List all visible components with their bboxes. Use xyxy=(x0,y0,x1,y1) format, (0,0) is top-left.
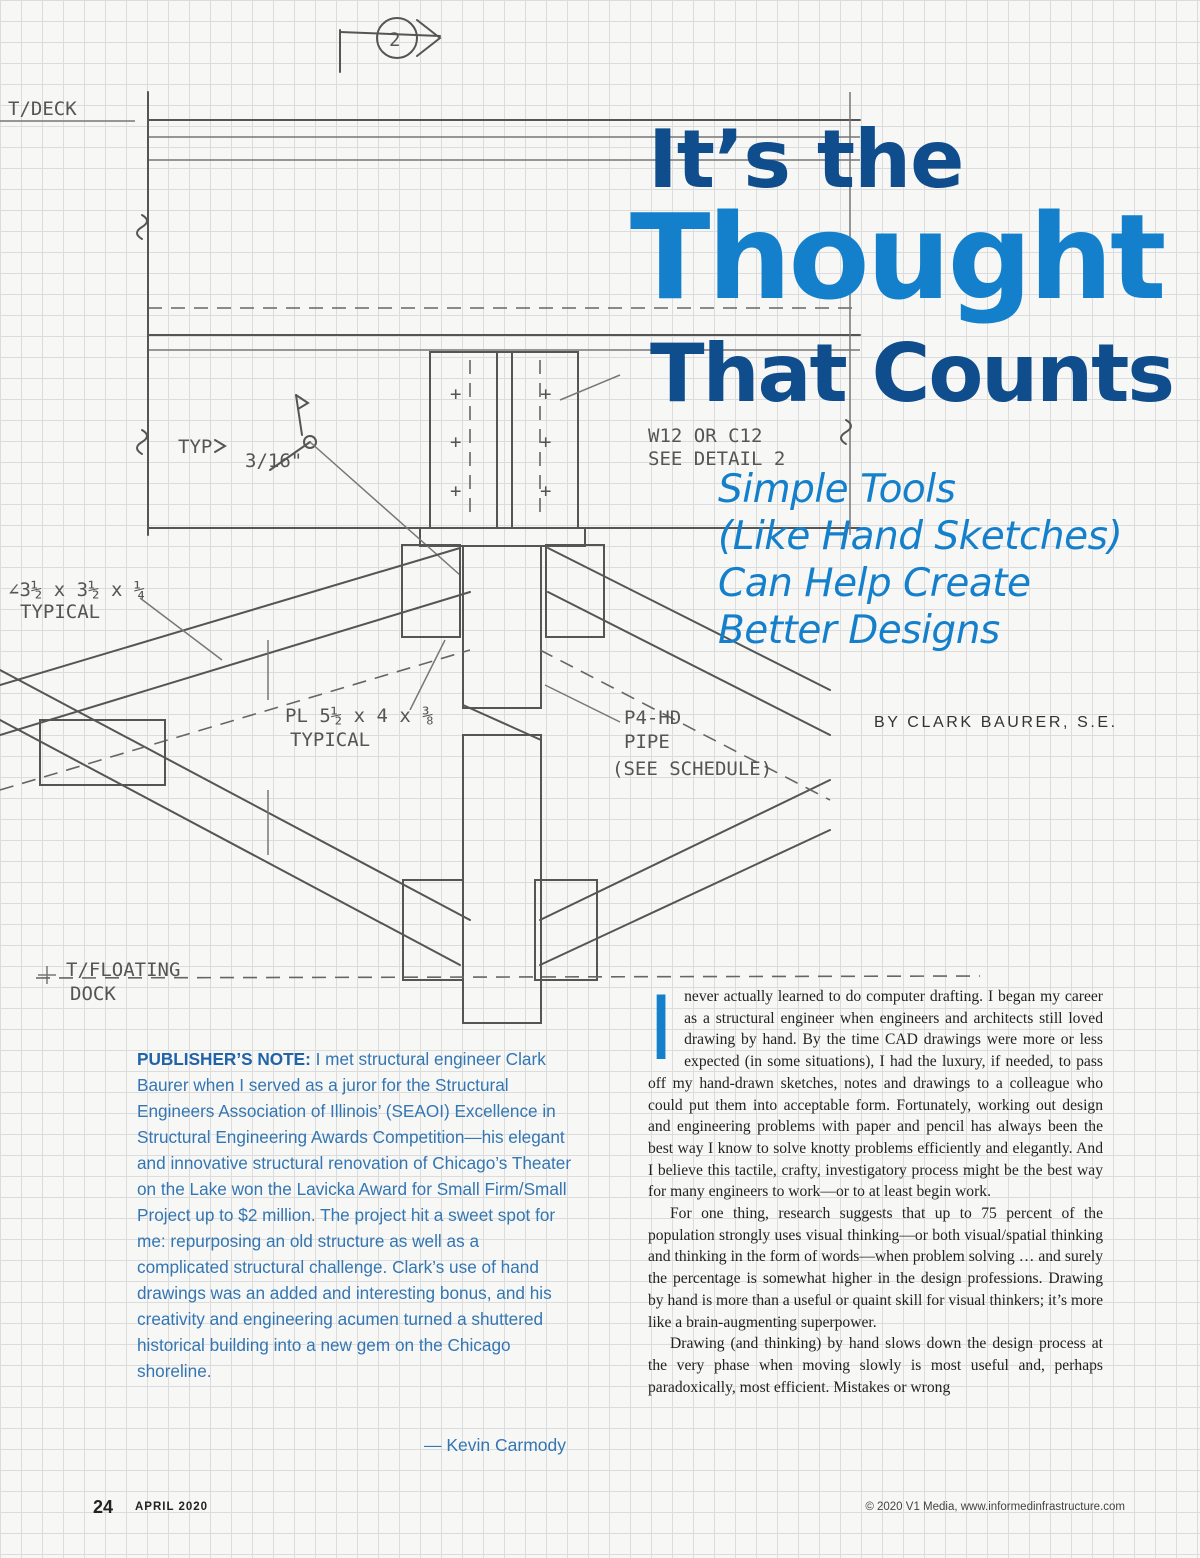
label-see-detail: SEE DETAIL 2 xyxy=(648,448,786,470)
headline-line-3: That Counts xyxy=(650,327,1174,420)
publishers-note-signature: — Kevin Carmody xyxy=(424,1435,566,1455)
label-w12: W12 OR C12 xyxy=(648,425,763,447)
detail-marker-number: 2 xyxy=(389,29,401,51)
column-section xyxy=(420,352,585,1023)
label-angle: ∠3½ x 3½ x ¼ xyxy=(8,579,146,601)
svg-text:+: + xyxy=(540,383,552,405)
label-t-floating: T/FLOATING xyxy=(66,959,181,981)
article-paragraph-1-text: never actually learned to do computer drafting. I began my career as a structural engineer when engineers and architects still loved drawing by hand. By the time CAD drawings were more or less expected (in some situations), I had the luxury, if needed, to pass off my hand-drawn sketches, notes and drawings to a colleague who could put them into acceptable form. Fortunately, working out design and engineering problems with paper and pencil has always been the best way I know to solve knotty problems efficiently and elegantly. And I believe this tactile, crafty, investigatory process might be the best way for many engineers to work—or to at least begin work. xyxy=(648,988,1103,1201)
label-typ: TYP xyxy=(178,436,213,458)
label-weld-size: 3/16" xyxy=(245,450,303,472)
article-paragraph-3: Drawing (and thinking) by hand slows down the design process at the very phase when moving slowly is most useful and, perhaps paradoxically, most efficient. Mistakes or wrong xyxy=(648,1335,1103,1396)
article-paragraph-1 xyxy=(648,974,1103,1203)
svg-text:+: + xyxy=(450,480,462,502)
headline-line-1: It’s the xyxy=(648,113,964,206)
subtitle-line-3: Can Help Create xyxy=(718,561,1031,606)
byline: BY CLARK BAURER, S.E. xyxy=(874,714,1118,731)
publishers-note-label: PUBLISHER’S NOTE: xyxy=(137,1049,311,1069)
subtitle-line-1: Simple Tools xyxy=(718,467,956,512)
label-plate: PL 5½ x 4 x ⅜ xyxy=(285,705,434,727)
label-plate-typical: TYPICAL xyxy=(290,729,371,751)
svg-text:+: + xyxy=(450,431,462,453)
label-pipe-2: PIPE xyxy=(624,731,670,753)
svg-text:+: + xyxy=(450,383,462,405)
drop-cap: I xyxy=(648,974,675,1079)
copyright-notice: © 2020 V1 Media, www.informedinfrastructure.com xyxy=(865,1501,1125,1513)
subtitle-line-4: Better Designs xyxy=(718,608,1000,653)
subtitle xyxy=(718,466,1188,654)
label-angle-typical: TYPICAL xyxy=(20,601,101,623)
svg-text:+: + xyxy=(540,480,552,502)
publishers-note xyxy=(137,1046,573,1384)
subtitle-line-2: (Like Hand Sketches) xyxy=(718,514,1123,559)
article-body xyxy=(648,974,1103,1398)
detail-marker xyxy=(340,18,440,72)
label-dock: DOCK xyxy=(70,983,116,1005)
label-pipe-1: P4-HD xyxy=(624,707,682,729)
svg-text:+: + xyxy=(540,431,552,453)
headline-line-2: Thought xyxy=(630,188,1164,326)
article-paragraph-2: For one thing, research suggests that up to 75 percent of the population strongly uses visual thinking—or both visual/spatial thinking and thinking in the form of words—when problem solving … and surely the percentage is somewhat higher in the design professions. Drawing by hand is more than a useful or quaint skill for visual thinkers; it’s more like a brain-augmenting superpower. xyxy=(648,1205,1103,1331)
issue-date: APRIL 2020 xyxy=(135,1501,209,1513)
bracing-labels xyxy=(8,579,772,780)
page-number: 24 xyxy=(93,1497,114,1517)
label-pipe-3: (SEE SCHEDULE) xyxy=(612,758,773,780)
publishers-note-text: I met structural engineer Clark Baurer when I served as a juror for the Structural Engineers Association of Illinois’ (SEAOI) Excellence in Structural Engineering Awards Competition—his elegant and innovative structural renovation of Chicago’s Theater on the Lake won the Lavicka Award for Small Firm/Small Project up to $2 million. The project hit a sweet spot for me: repurposing an old structure as well as a complicated structural challenge. Clark’s use of hand drawings was an added and interesting bonus, and his creativity and engineering acumen turned a shuttered historical building into a new gem on the Chicago shoreline. xyxy=(137,1049,572,1381)
label-t-deck: T/DECK xyxy=(8,98,77,120)
